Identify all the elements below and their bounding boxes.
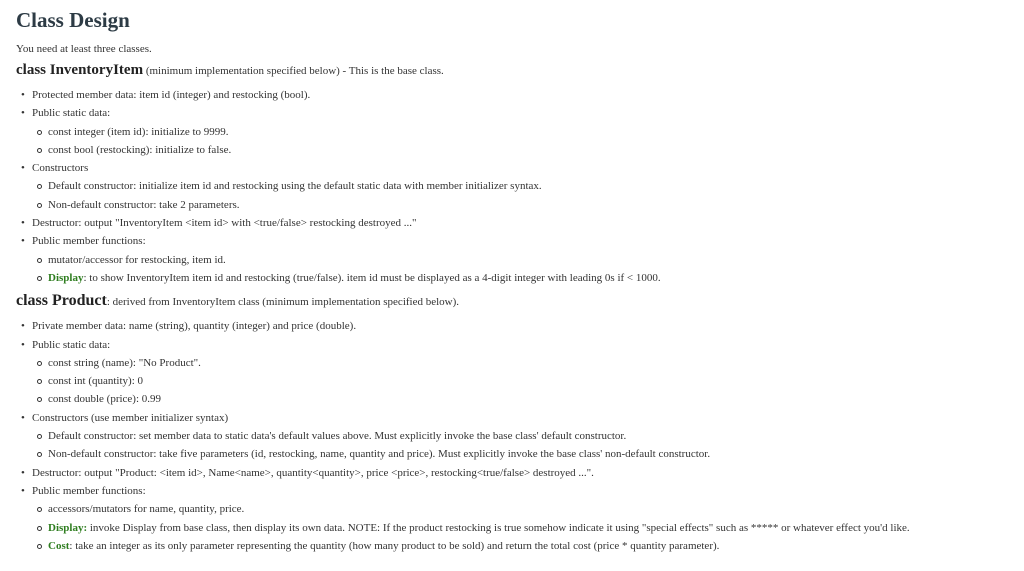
list-item-label: Constructors [32, 162, 89, 175]
inventory-class-desc: (minimum implementation specified below) - This is the base class. [143, 65, 444, 77]
list-item [16, 336, 1008, 409]
cost-keyword: Cost [48, 539, 70, 552]
list-item-label: Public static data: [32, 338, 111, 351]
sub-list-item: Default constructor: initialize item id and restocking using the default static data with member initializer syntax. [32, 177, 1008, 195]
display-desc: invoke Display from base class, then display its own data. NOTE: If the product restocking is true somehow indicate it using "special effects" such as ***** or whatever effect you'd like. [87, 521, 910, 534]
display-keyword: Display [48, 271, 84, 284]
intro-text: You need at least three classes. [16, 43, 152, 55]
sub-list [32, 427, 1008, 464]
list-item-label: Public member functions: [32, 235, 146, 248]
sub-list [32, 354, 1008, 409]
sub-list [32, 177, 1008, 214]
sub-list-item: Non-default constructor: take five parameters (id, restocking, name, quantity and price). Must explicitly invoke the base class' non-default constructor. [32, 445, 1008, 463]
list-item: • Destructor: output "Product: <item id>, Name<name>, quantity<quantity>, price <price>, restocking<true/false> destroyed ...". [16, 464, 1008, 482]
product-class-desc: : derived from InventoryItem class (minimum implementation specified below). [106, 296, 460, 309]
list-item [16, 482, 1008, 555]
sub-list-item: Non-default constructor: take 2 parameters. [32, 196, 1008, 214]
page-title: Class Design [16, 8, 130, 32]
sub-list-item: const int (quantity): 0 [32, 372, 1008, 390]
sub-list [32, 123, 1008, 160]
sub-list-item-display [32, 269, 1008, 287]
sub-list [32, 500, 1008, 555]
list-item-label: Public static data: [32, 107, 111, 120]
sub-list-item-cost [32, 537, 1008, 555]
sub-list-item: const double (price): 0.99 [32, 390, 1008, 408]
list-item-label: Public member functions: [32, 484, 146, 497]
sub-list [32, 251, 1008, 288]
product-class-heading [16, 290, 1008, 313]
list-item [16, 409, 1008, 464]
display-desc: : to show InventoryItem item id and restocking (true/false). item id must be displayed as a 4-digit integer with leading 0s if < 1000. [83, 271, 661, 284]
sub-list-item: const bool (restocking): initialize to false. [32, 141, 1008, 159]
list-item: • Protected member data: item id (integer) and restocking (bool). [16, 86, 1008, 104]
display-keyword: Display: [48, 521, 88, 534]
inventory-class-name: class InventoryItem [16, 62, 144, 78]
list-item: • Private member data: name (string), quantity (integer) and price (double). [16, 317, 1008, 335]
inventory-spec-list [16, 86, 1008, 287]
list-item: • Destructor: output "InventoryItem <item id> with <true/false> restocking destroyed ..." [16, 214, 1008, 232]
list-item [16, 159, 1008, 214]
sub-list-item: accessors/mutators for name, quantity, price. [32, 500, 1008, 518]
inventory-class-heading [16, 59, 1008, 82]
sub-list-item: const string (name): "No Product". [32, 354, 1008, 372]
sub-list-item-display [32, 519, 1008, 537]
list-item [16, 232, 1008, 287]
sub-list-item: const integer (item id): initialize to 9999. [32, 123, 1008, 141]
sub-list-item: mutator/accessor for restocking, item id. [32, 251, 1008, 269]
product-class-name: class Product [16, 292, 107, 310]
product-spec-list [16, 317, 1008, 555]
list-item-label: Constructors (use member initializer syntax) [32, 411, 229, 424]
cost-desc: : take an integer as its only parameter representing the quantity (how many product to be sold) and return the total cost (price * quantity parameter). [69, 539, 720, 552]
sub-list-item: Default constructor: set member data to static data's default values above. Must explicitly invoke the base class' default constructor. [32, 427, 1008, 445]
list-item [16, 104, 1008, 159]
